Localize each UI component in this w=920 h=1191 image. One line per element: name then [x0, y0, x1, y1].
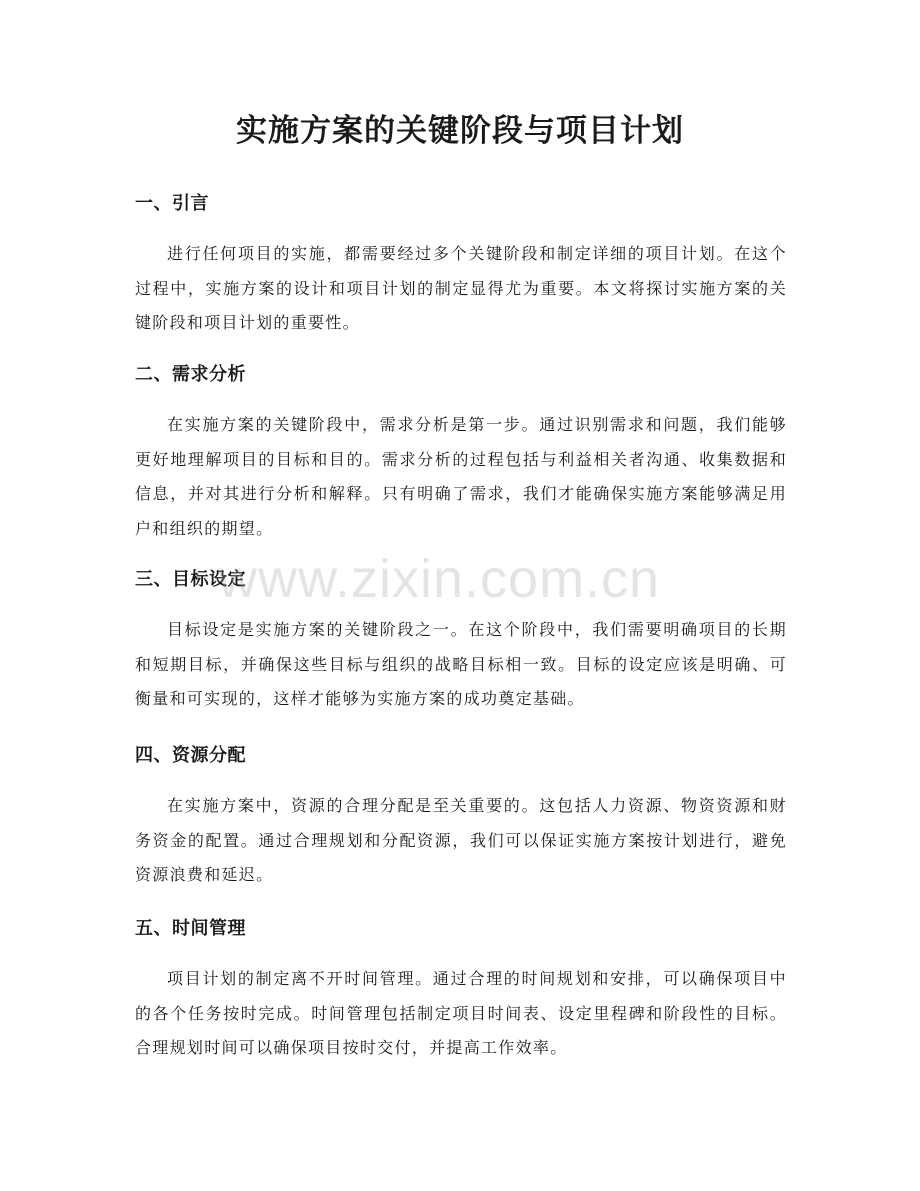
- section-heading: 三、目标设定: [135, 569, 246, 590]
- section-heading: 五、时间管理: [135, 918, 246, 939]
- section-paragraph: 在实施方案中，资源的合理分配是至关重要的。这包括人力资源、物资资源和财务资金的配置。通过合理规划和分配资源，我们可以保证实施方案按计划进行，避免资源浪费和延迟。: [135, 796, 787, 884]
- section-introduction: [135, 190, 787, 341]
- section-resource-allocation: [135, 742, 787, 893]
- section-paragraph: 项目计划的制定离不开时间管理。通过合理的时间规划和安排，可以确保项目中的各个任务按时完成。时间管理包括制定项目时间表、设定里程碑和阶段性的目标。合理规划时间可以确保项目按时交付，并提高工作效率。: [135, 969, 787, 1057]
- section-requirements-analysis: [135, 361, 787, 546]
- section-time-management: [135, 915, 787, 1066]
- section-goal-setting: [135, 566, 787, 717]
- section-paragraph: 在实施方案的关键阶段中，需求分析是第一步。通过识别需求和问题，我们能够更好地理解项目的目标和目的。需求分析的过程包括与利益相关者沟通、收集数据和信息，并对其进行分析和解释。只有明确了需求，我们才能确保实施方案能够满足用户和组织的期望。: [135, 415, 787, 538]
- watermark-text: www.zixin.com.cn: [218, 549, 661, 609]
- document-title: 实施方案的关键阶段与项目计划: [236, 113, 684, 149]
- section-heading: 一、引言: [135, 193, 209, 214]
- section-heading: 四、资源分配: [135, 745, 246, 766]
- section-paragraph: 进行任何项目的实施，都需要经过多个关键阶段和制定详细的项目计划。在这个过程中，实施方案的设计和项目计划的制定显得尤为重要。本文将探讨实施方案的关键阶段和项目计划的重要性。: [135, 244, 787, 332]
- section-heading: 二、需求分析: [135, 364, 246, 385]
- section-paragraph: 目标设定是实施方案的关键阶段之一。在这个阶段中，我们需要明确项目的长期和短期目标，并确保这些目标与组织的战略目标相一致。目标的设定应该是明确、可衡量和可实现的，这样才能够为实施方案的成功奠定基础。: [135, 620, 787, 708]
